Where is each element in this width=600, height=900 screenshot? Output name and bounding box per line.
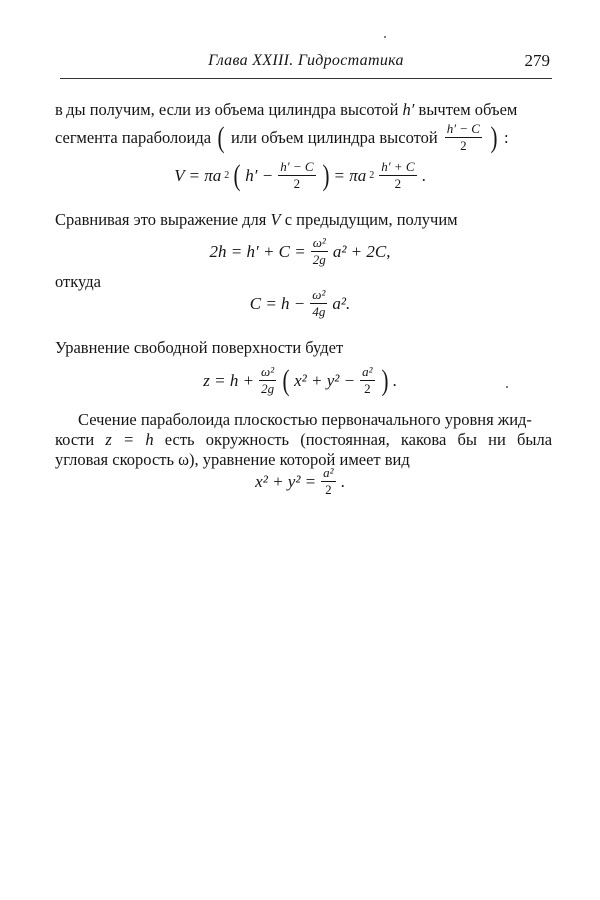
paren-close: ) [490,120,498,154]
equation-surface: z = h + $\frac{\text{ω²}}{2g}$ ( x² + y² − $\frac{\text{a²}}{2}$ ) . [203,363,397,397]
running-head [60,50,552,76]
para4-line2: кости z = h есть окружность (постоянная, какова бы ни была [55,430,553,449]
paren-open: ( [217,120,225,154]
fraction: $\frac{h' - C}{2}$ [446,121,480,153]
fraction: $\frac{\text{ω²}}{2g}$ [312,235,326,267]
fraction: $\frac{\text{a²}}{2}$ [323,465,334,497]
equation-2h: 2h = h′ + C = $\frac{\text{ω²}}{2g}$ a² + 2C, [209,235,391,267]
para1-line1: в ды получим, если из объема цилиндра высотой h′ вычтем объем [55,100,518,119]
fraction: $\frac{h' + C}{2}$ [381,159,415,191]
scan-speck [384,36,386,38]
word-whence: откуда [55,272,101,291]
header-rule [60,78,552,79]
chapter-title: Глава XXIII. Гидростатика [208,52,404,69]
para2: Сравнивая это выражение для V с предыдущим, получим [55,210,458,229]
equation-c: C = h − $\frac{\text{ω²}}{4g}$ a². [249,287,351,319]
scan-speck [506,386,508,388]
para4-line1: Сечение параболоида плоскостью первоначального уровня жид- [78,410,532,429]
page-number: 279 [524,51,550,70]
fraction: $\frac{\text{a²}}{2}$ [362,364,373,396]
fraction: $\frac{\text{ω²}}{2g}$ [261,364,275,396]
equation-circle: x² + y² = $\frac{\text{a²}}{2}$ . [255,465,345,497]
var-h-prime: h′ [402,100,415,119]
para4-line3: угловая скорость ω), уравнение которой имеет вид [55,450,410,469]
fraction: $\frac{\text{ω²}}{4g}$ [312,287,326,319]
para1-line2: сегмента параболоида ( или объем цилиндра высотой $\frac{h' - C}{2}$ ) : [55,120,509,154]
para3: Уравнение свободной поверхности будет [55,338,344,357]
equation-volume: V = πa 2 ( h′ − $\frac{h' - C}{2}$ ) = πa 2 $\frac{h' + C}{2}$ . [174,158,426,192]
fraction: $\frac{h' - C}{2}$ [280,159,314,191]
